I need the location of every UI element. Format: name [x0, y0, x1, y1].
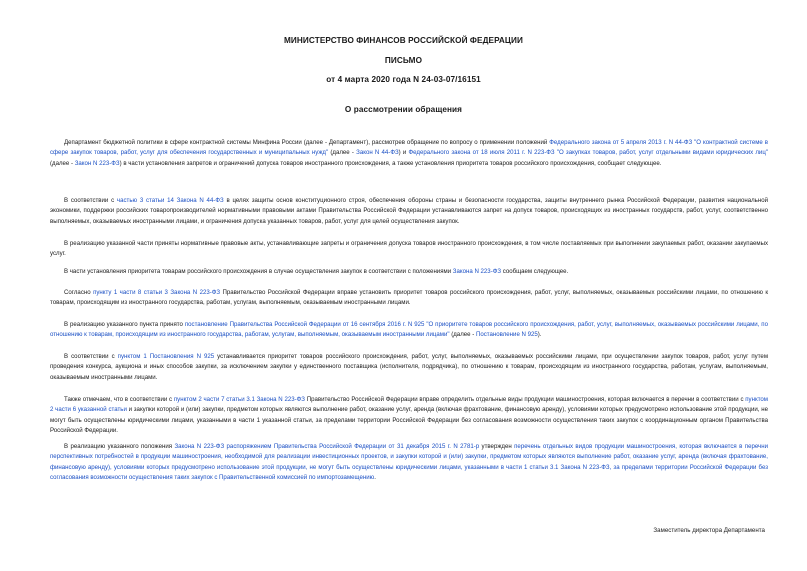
paragraph-text: .	[374, 474, 376, 482]
paragraph-text: В соответствии с	[64, 353, 118, 360]
paragraph-5	[50, 288, 768, 309]
document-link[interactable]: Федерального закона от 5 апреля 2013 г. N 44-ФЗ "О контрактной системе в сфере закупок товаров, работ, услуг для обеспечения государственных и муниципальных нужд"	[50, 139, 768, 157]
paragraph-text: и закупки которой и (или) закупки, предметом которых являются выполнение работ, оказание услуг, аренда (включая фрахтование, финансовую аренду), условиями которых предусмотрено использование этой продукции, не могут быть осуществлены юридическими лицами, указанными в части 1 указанной статьи, за пределами территории Российской Федерации без согласования возможности осуществления таких закупок с координационным органом Правительства Российской Федерации.	[50, 406, 769, 435]
document-link[interactable]: распоряжением Правительства Российской Федерации от 31 декабря 2015 г. N 2781-р	[226, 443, 480, 450]
paragraph-text: ) в части установления запретов и ограничений допуска товаров иностранного происхождения, а также установления приоритета товаров российского происхождения, сообщает следующее.	[119, 159, 662, 167]
ministry-heading: МИНИСТЕРСТВО ФИНАНСОВ РОССИЙСКОЙ ФЕДЕРАЦИИ	[284, 36, 523, 45]
paragraph-text: (далее -	[449, 331, 476, 339]
paragraph-text: Департамент бюджетной политики в сфере контрактной системы Минфина России (далее - Департамент), рассмотрев обращение по вопросу о применении положений	[64, 139, 550, 146]
document-link[interactable]: постановление Правительства Российской Федерации от 16 сентября 2016 г. N 925 "О приоритете товаров российского происхождения, работ, услуг, выполняемых, оказываемых российскими лицами, по отношению к товарам, происходящим из иностранного государства, работам, услугам, выполняемым, оказываемым иностранными лицами"	[50, 321, 768, 339]
paragraph-1	[50, 138, 768, 169]
paragraph-text: В реализацию указанного пункта принято	[64, 321, 185, 328]
paragraph-text: В реализацию указанного положения	[64, 443, 175, 450]
document-subject: О рассмотрении обращения	[344, 105, 463, 114]
signature: Заместитель директора Департамента	[653, 527, 765, 534]
document-link[interactable]: частью 3 статьи 14 Закона N 44-ФЗ	[116, 197, 224, 204]
document-link[interactable]: пункту 1 части 8 статьи 3 Закона N 223-ФЗ	[93, 289, 221, 296]
paragraph-7	[50, 352, 768, 383]
paragraph-4	[50, 267, 768, 277]
paragraph-text: Также отмечаем, что в соответствии с	[64, 396, 174, 403]
paragraph-text: Правительство Российской Федерации вправе определить отдельные виды продукции машиностроения, которая включается в перечни в соответствии с	[304, 396, 746, 403]
document-link[interactable]: Федерального закона от 18 июля 2011 г. N 223-ФЗ "О закупках товаров, работ, услуг отдельными видами юридических лиц"	[408, 149, 768, 157]
paragraph-text: ).	[537, 331, 542, 339]
document-link[interactable]: пунктом 1 Постановления N 925	[117, 353, 215, 360]
paragraph-text: сообщаем следующее.	[501, 268, 569, 275]
document-date-number: от 4 марта 2020 года N 24-03-07/16151	[326, 75, 481, 84]
document-link[interactable]: Закон N 223-ФЗ	[74, 159, 120, 167]
document-type: ПИСЬМО	[384, 56, 423, 65]
paragraph-2	[50, 196, 768, 227]
paragraph-text: В соответствии с	[64, 197, 117, 204]
paragraph-text: В реализацию указанной части приняты нормативные правовые акты, устанавливающие запреты и ограничения допуска товаров иностранного происхождения, в том числе поставляемых при выполнении закупаемых работ, оказании закупаемых услуг.	[50, 240, 768, 258]
paragraph-text: (далее -	[328, 149, 357, 157]
paragraph-text: в целях защиты основ конституционного строя, обеспечения обороны страны и безопасности государства, защиты внутреннего рынка Российской Федерации, развития национальной экономики, поддержки российских товаропроизводителей нормативными правовыми актами Правительства Российской Федерации устанавливаются запрет на допуск товаров, происходящих из иностранных государств, работ, услуг, соответственно выполняемых, оказываемых иностранными лицами, и ограничения допуска указанных товаров, работ, услуг для целей осуществления закупок.	[50, 197, 768, 225]
paragraph-text: (далее -	[50, 159, 75, 167]
document-link[interactable]: перечень отдельных видов продукции машиностроения, которая включается в перечни перспективных потребностей в продукции машиностроения, необходимой для реализации инвестиционных проектов, и закупки которой и (или) закупки, предметом которых являются выполнение работ, оказание услуг, аренда (включая фрахтование, финансовую аренду), условиями которых предусмотрено использование этой продукции, не могут быть осуществлены юридическими лицами, указанными в части 1 статьи 3.1 Закона N 223-ФЗ, за пределами территории Российской Федерации без согласования возможности осуществления таких закупок с Правительственной комиссией по импортозамещению	[50, 443, 768, 482]
document-link[interactable]: Закона N 223-ФЗ	[452, 268, 502, 275]
paragraph-3	[50, 239, 768, 260]
document-link[interactable]: пунктом 2 части 6 указанной статьи	[50, 396, 768, 414]
document-link[interactable]: Постановление N 925	[475, 331, 538, 339]
paragraph-text: ) и	[398, 149, 409, 157]
document-link[interactable]: Закон N 44-ФЗ	[356, 149, 399, 157]
document-link[interactable]: Закона N 223-ФЗ	[174, 443, 225, 450]
paragraph-text: утвержден	[479, 443, 515, 450]
paragraph-8	[50, 395, 768, 437]
paragraph-text: Правительство Российской Федерации вправе установить приоритет товаров российского происхождения, работ, услуг, выполняемых, оказываемых российскими лицами, по отношению к товарам, происходящим из иностранного государства, работам, услугам, выполняемым, оказываемым иностранными лицами.	[50, 289, 768, 307]
document-link[interactable]: пунктом 2 части 7 статьи 3.1 Закона N 223-ФЗ	[173, 396, 305, 403]
paragraph-text: устанавливается приоритет товаров российского происхождения, работ, услуг, выполняемых, оказываемых российскими лицами, при осуществлении закупок товаров, работ, услуг путем проведения конкурса, аукциона и иных способов закупки, за исключением закупки у единственного поставщика (исполнителя, подрядчика), по отношению к товарам, происходящим из иностранного государства, работам, услугам, выполняемым, оказываемым иностранными лицами.	[50, 353, 769, 381]
paragraph-text: Согласно	[64, 289, 94, 296]
paragraph-text: В части установления приоритета товарам российского происхождения в случае осуществления закупок в соответствии с положениями	[64, 268, 453, 275]
paragraph-9	[50, 442, 768, 484]
paragraph-6	[50, 320, 768, 341]
